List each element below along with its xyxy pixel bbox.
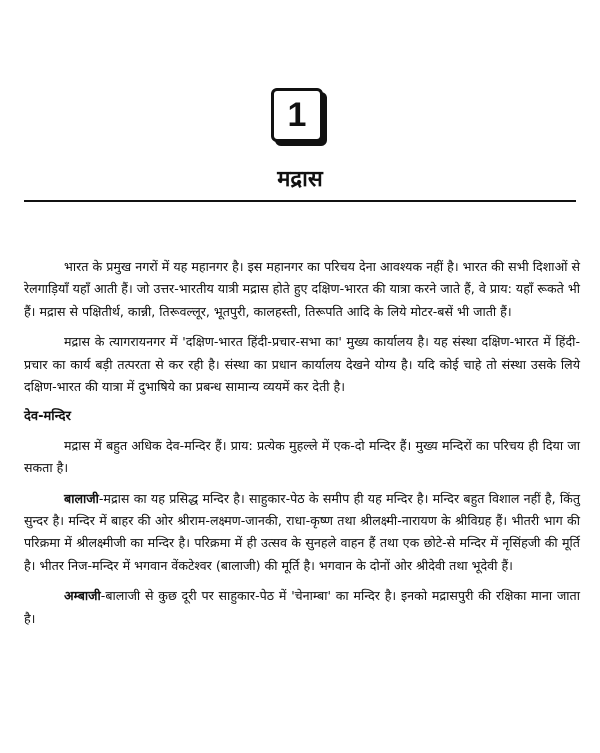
paragraph-balaji <box>24 488 580 578</box>
chapter-title: मद्रास <box>277 167 323 192</box>
paragraph-hindi-sabha: मद्रास के त्यागरायनगर में 'दक्षिण-भारत हिंदी-प्रचार-सभा का' मुख्य कार्यालय है। यह संस्था दक्षिण-भारत में हिंदी-प्रचार का कार्य बड़ी तत्परता से कर रही है। संस्था का प्रधान कार्यालय देखने योग्य है। यदि कोई चाहे तो संस्था उसके लिये दक्षिण-भारत की यात्रा में दुभाषिये का प्रबन्ध सामान्य व्ययमें कर देती है। <box>24 334 580 395</box>
section-heading: देव-मन्दिर <box>24 409 71 425</box>
balaji-lead: बालाजी <box>64 490 99 506</box>
paragraph-intro: भारत के प्रमुख नगरों में यह महानगर है। इस महानगर का परिचय देना आवश्यक नहीं है। भारत की सभी दिशाओं से रेलगाड़ियाँ यहाँ आती हैं। जो उत्तर-भारतीय यात्री मद्रास होते हुए दक्षिण-भारत की यात्रा करने जाते हैं, वे प्राय: यहाँ रूकते भी हैं। मद्रास से पक्षितीर्थ, कान्नी, तिरूवल्लूर, भूतपुरी, कालहस्ती, तिरूपति आदि के लिये मोटर-बसें भी जाती हैं। <box>24 259 580 319</box>
paragraph-temples: मद्रास में बहुत अधिक देव-मन्दिर हैं। प्राय: प्रत्येक मुहल्ले में एक-दो मन्दिर हैं। मुख्य मन्दिरों का परिचय ही दिया जा सकता है। <box>24 437 580 476</box>
ambaji-lead: अम्बाजी <box>64 588 101 604</box>
body-text <box>24 256 580 638</box>
ambaji-text: -बालाजी से कुछ दूरी पर साहुकार-पेठ में 'चेनाम्बा' का मन्दिर है। इनको मद्रासपुरी की रक्षिका माना जाता है। <box>24 588 580 626</box>
title-rule <box>24 200 576 202</box>
chapter-number: 1 <box>287 95 307 134</box>
balaji-text: -मद्रास का यह प्रसिद्ध मन्दिर है। साहुकार-पेठ के समीप ही यह मन्दिर है। मन्दिर बहुत विशाल नहीं है, किंतु सुन्दर है। मन्दिर में बाहर की ओर श्रीराम-लक्ष्मण-जानकी, राधा-कृष्ण तथा श्रीलक्ष्मी-नारायण के श्रीविग्रह हैं। भीतरी भाग की परिक्रमा में श्रीलक्ष्मीजी का मन्दिर है। परिक्रमा में ही उत्सव के सुनहले वाहन हैं तथा एक छोटे-से मन्दिर में नृसिंहजी की मूर्ति है। भीतर निज-मन्दिर में भगवान वेंकटेश्वर (बालाजी) की मूर्ति है। भगवान के दोनों ओर श्रीदेवी तथा भूदेवी हैं। <box>24 490 580 573</box>
paragraph-ambaji <box>24 585 580 630</box>
chapter-number-box <box>271 88 323 142</box>
